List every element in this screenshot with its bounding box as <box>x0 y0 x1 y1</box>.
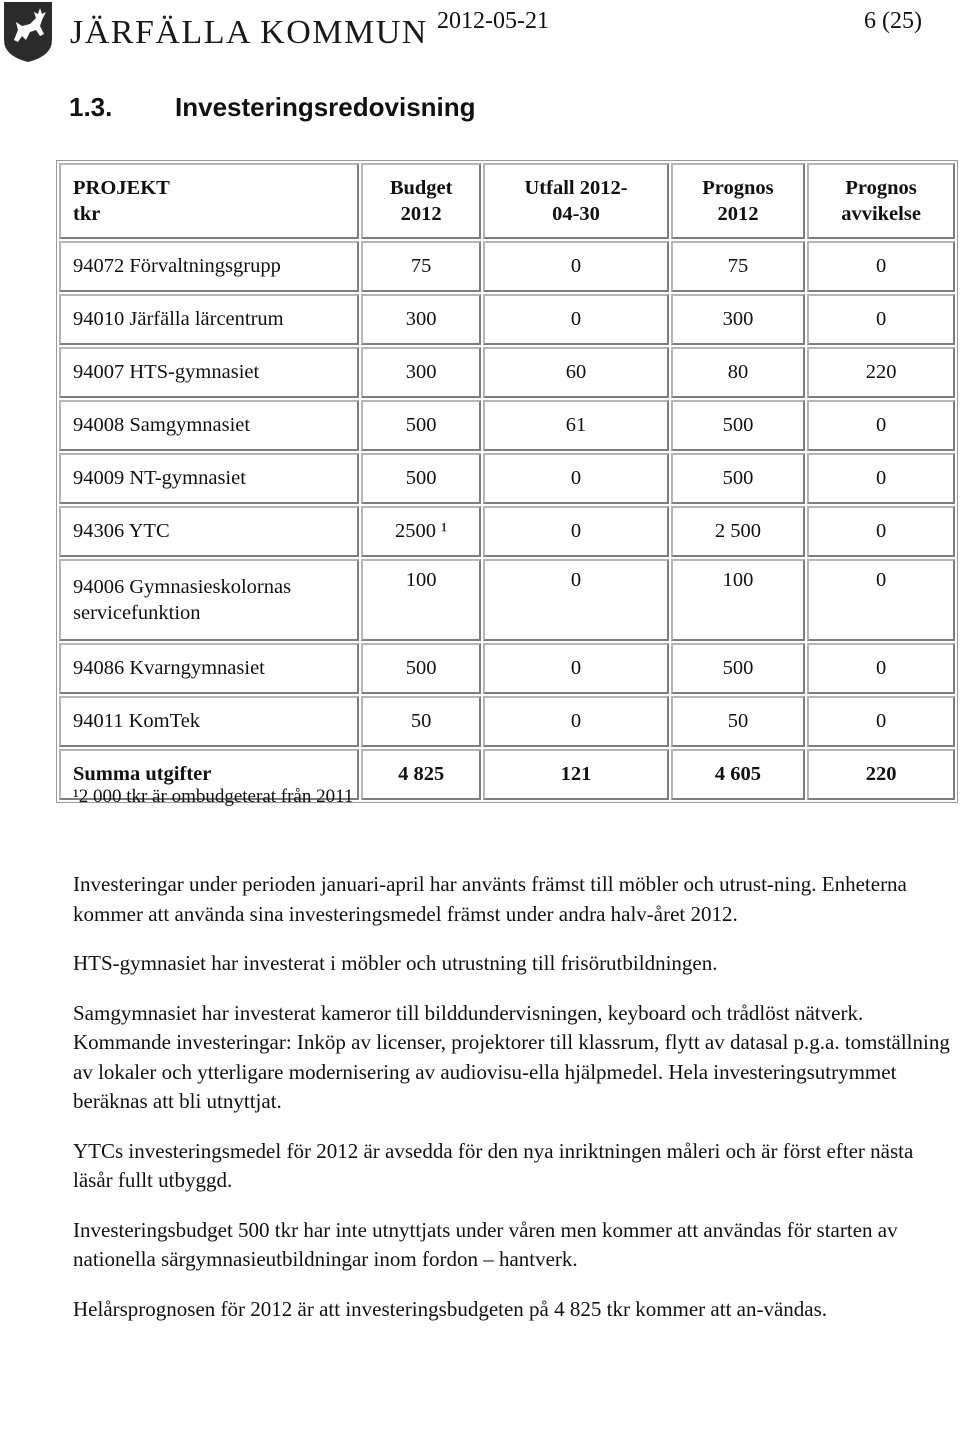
table-row <box>59 400 955 451</box>
body-text <box>73 870 953 1344</box>
cell-budget: 300 <box>361 347 481 398</box>
cell-total-avvikelse: 220 <box>807 749 955 800</box>
investment-table <box>56 160 958 803</box>
page-number: 6 (25) <box>864 8 922 34</box>
cell-total-prognos: 4 605 <box>671 749 805 800</box>
table-row <box>59 559 955 641</box>
cell-project: 94072 Förvaltningsgrupp <box>59 241 359 292</box>
table-row <box>59 294 955 345</box>
cell-avvikelse: 0 <box>807 506 955 557</box>
cell-prognos: 300 <box>671 294 805 345</box>
cell-total-utfall: 121 <box>483 749 668 800</box>
column-header-utfall: Utfall 2012- 04-30 <box>483 163 668 239</box>
cell-project: 94008 Samgymnasiet <box>59 400 359 451</box>
municipality-logo <box>0 0 56 64</box>
cell-utfall: 0 <box>483 294 668 345</box>
cell-budget: 2500 ¹ <box>361 506 481 557</box>
cell-avvikelse: 220 <box>807 347 955 398</box>
paragraph: Investeringsbudget 500 tkr har inte utnyttjats under våren men kommer att användas för starten av nationella särgymnasieutbildningar inom fordon – hantverk. <box>73 1217 898 1271</box>
cell-avvikelse: 0 <box>807 241 955 292</box>
paragraph: HTS-gymnasiet har investerat i möbler och utrustning till frisörutbildningen. <box>73 951 718 975</box>
cell-prognos: 50 <box>671 696 805 747</box>
cell-prognos: 2 500 <box>671 506 805 557</box>
cell-project: 94010 Järfälla lärcentrum <box>59 294 359 345</box>
cell-utfall: 0 <box>483 696 668 747</box>
cell-utfall: 60 <box>483 347 668 398</box>
column-header-avvikelse: Prognos avvikelse <box>807 163 955 239</box>
cell-avvikelse: 0 <box>807 453 955 504</box>
cell-budget: 500 <box>361 643 481 694</box>
table-row <box>59 347 955 398</box>
cell-project: 94011 KomTek <box>59 696 359 747</box>
column-header-project: PROJEKT tkr <box>59 163 359 239</box>
cell-utfall: 0 <box>483 506 668 557</box>
cell-budget: 500 <box>361 453 481 504</box>
cell-utfall: 61 <box>483 400 668 451</box>
cell-prognos: 500 <box>671 400 805 451</box>
cell-project: 94086 Kvarngymnasiet <box>59 643 359 694</box>
cell-prognos: 100 <box>671 559 805 641</box>
cell-avvikelse: 0 <box>807 400 955 451</box>
cell-prognos: 75 <box>671 241 805 292</box>
paragraph: Helårsprognosen för 2012 är att investeringsbudgeten på 4 825 tkr kommer att an-vändas. <box>73 1296 828 1321</box>
cell-avvikelse: 0 <box>807 643 955 694</box>
cell-utfall: 0 <box>483 241 668 292</box>
section-number: 1.3. <box>69 92 113 122</box>
cell-total-budget: 4 825 <box>361 749 481 800</box>
cell-prognos: 500 <box>671 453 805 504</box>
table-footnote: ¹2 000 tkr är ombudgeterat från 2011 <box>73 786 354 807</box>
table-row <box>59 506 955 557</box>
paragraph: YTCs investeringsmedel för 2012 är avsedda för den nya inriktningen måleri och är först efter nästa läsår fullt utbyggd. <box>73 1138 914 1192</box>
cell-budget: 500 <box>361 400 481 451</box>
cell-budget: 300 <box>361 294 481 345</box>
cell-utfall: 0 <box>483 453 668 504</box>
section-heading <box>69 92 476 123</box>
table-row <box>59 696 955 747</box>
table-row <box>59 643 955 694</box>
section-title: Investeringsredovisning <box>175 92 476 122</box>
table-header-row <box>59 163 955 239</box>
cell-utfall: 0 <box>483 643 668 694</box>
column-header-prognos: Prognos 2012 <box>671 163 805 239</box>
cell-project: 94009 NT-gymnasiet <box>59 453 359 504</box>
column-header-budget: Budget 2012 <box>361 163 481 239</box>
cell-project: 94306 YTC <box>59 506 359 557</box>
cell-budget: 50 <box>361 696 481 747</box>
deer-shield-icon <box>0 0 56 64</box>
table-row <box>59 453 955 504</box>
cell-avvikelse: 0 <box>807 294 955 345</box>
cell-avvikelse: 0 <box>807 696 955 747</box>
cell-project: 94007 HTS-gymnasiet <box>59 347 359 398</box>
cell-prognos: 80 <box>671 347 805 398</box>
cell-budget: 75 <box>361 241 481 292</box>
paragraph: Investeringar under perioden januari-april har använts främst till möbler och utrust-ning. Enheterna kommer att använda sina investeringsmedel främst under andra halv-året 2012. <box>73 872 907 926</box>
cell-prognos: 500 <box>671 643 805 694</box>
document-date: 2012-05-21 <box>437 8 549 34</box>
cell-avvikelse: 0 <box>807 559 955 641</box>
table-row <box>59 241 955 292</box>
paragraph: Samgymnasiet har investerat kameror till bilddundervisningen, keyboard och trådlöst nätverk. Kommande investeringar: Inköp av licenser, projektorer till klassrum, flytt av datasal p.g.a. tomställning av lokaler och ytterligare modernisering av audiovisu-ella hjälpmedel. Hela investeringsutrymmet beräknas att bli utnyttjat. <box>73 1000 950 1113</box>
cell-utfall: 0 <box>483 559 668 641</box>
cell-budget: 100 <box>361 559 481 641</box>
municipality-name: JÄRFÄLLA KOMMUN <box>70 14 428 51</box>
cell-total-label: Summa utgifter <box>59 749 359 800</box>
cell-project: 94006 Gymnasieskolornas servicefunktion <box>59 559 359 641</box>
